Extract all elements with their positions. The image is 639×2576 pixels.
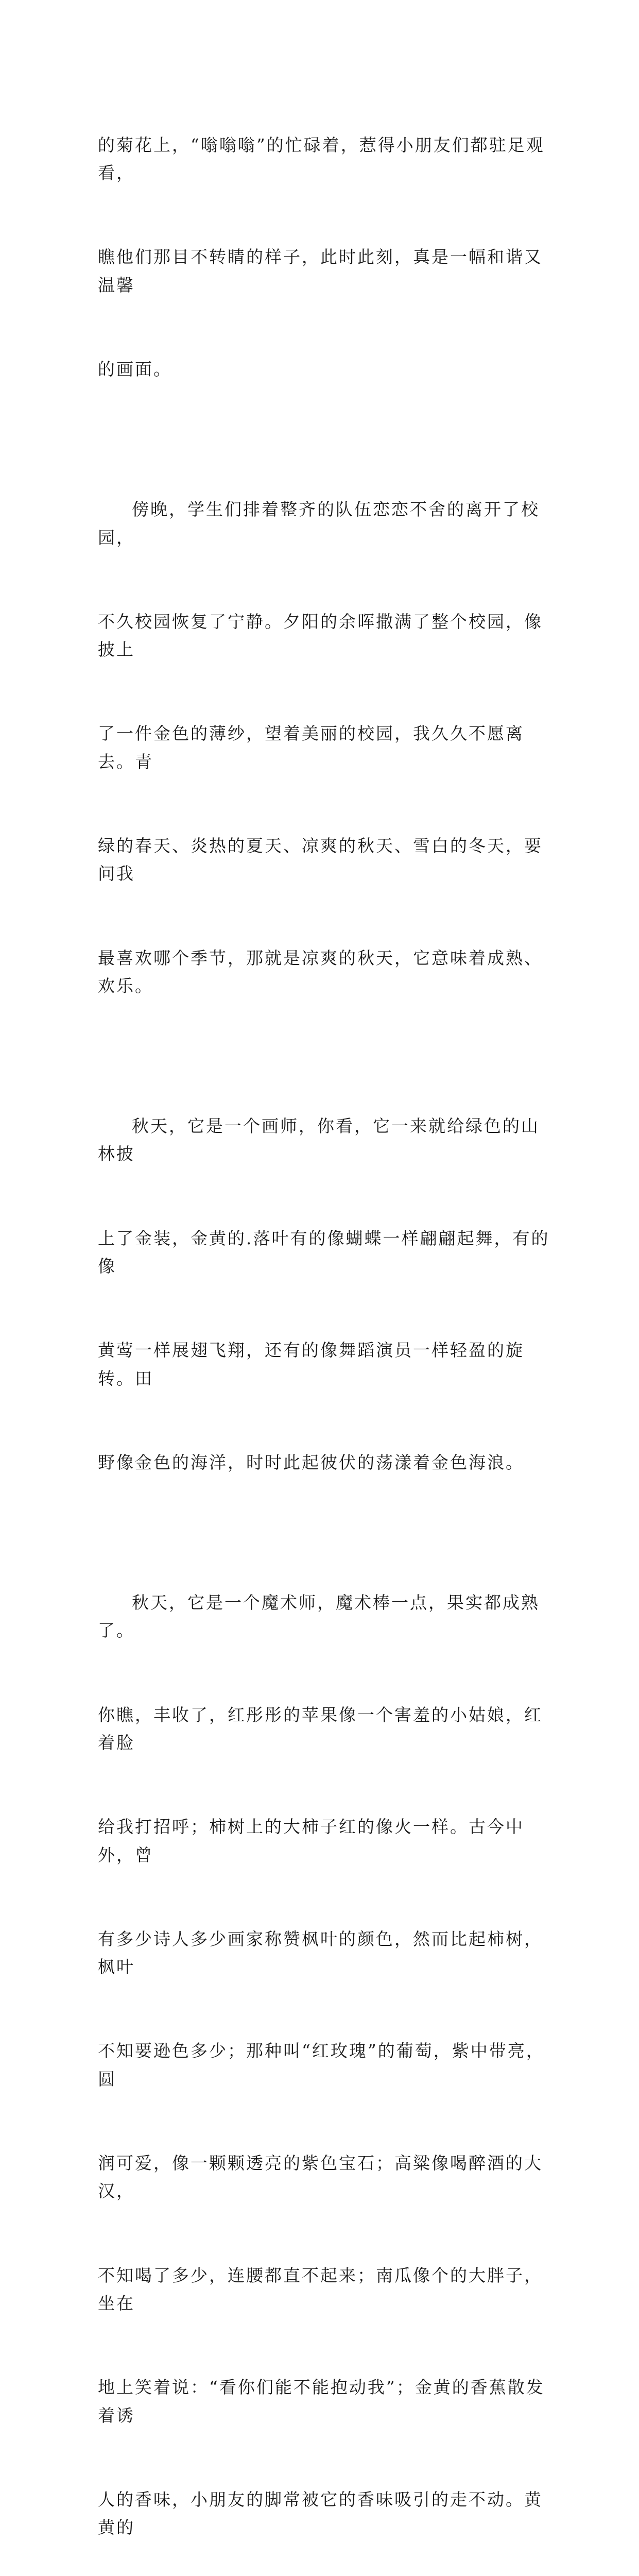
text-line: 最喜欢哪个季节，那就是凉爽的秋天，它意味着成熟、欢乐。 bbox=[98, 947, 543, 996]
text-line: 不久校园恢复了宁静。夕阳的余晖撒满了整个校园，像披上 bbox=[98, 611, 543, 660]
text-line: 不知要逊色多少；那种叫“红玫瑰”的葡萄，紫中带亮，圆 bbox=[98, 2041, 545, 2089]
text-line: 野像金色的海洋，时时此起彼伏的荡漾着金色海浪。 bbox=[98, 1452, 524, 1472]
text-line: 有多少诗人多少画家称赞枫叶的颜色，然而比起柿树，枫叶 bbox=[98, 1928, 543, 1977]
text-line: 你瞧，丰收了，红彤彤的苹果像一个害羞的小姑娘，红着脸 bbox=[98, 1704, 543, 1753]
text-line: 了一件金色的薄纱，望着美丽的校园，我久久不愿离去。青 bbox=[98, 723, 524, 772]
text-line: 人的香味，小朋友的脚常被它的香味吸引的走不动。黄黄的 bbox=[98, 2489, 543, 2538]
text-line: 的菊花上，“嗡嗡嗡”的忙碌着，惹得小朋友们都驻足观看， bbox=[98, 134, 545, 183]
text-line: 不知喝了多少，连腰都直不起来；南瓜像个的大胖子，坐在 bbox=[98, 2265, 543, 2314]
text-line: 的画面。 bbox=[98, 359, 172, 380]
paragraph-2 bbox=[98, 439, 551, 1056]
paragraph-1 bbox=[98, 75, 551, 439]
text-line: 上了金装，金黄的.落叶有的像蝴蝶一样翩翩起舞，有的像 bbox=[98, 1228, 550, 1277]
paragraph-4 bbox=[98, 1533, 551, 2576]
text-line: 润可爱，像一颗颗透亮的紫色宝石；高粱像喝醉酒的大汉， bbox=[98, 2153, 543, 2201]
paragraph-3 bbox=[98, 1056, 551, 1533]
text-line: 地上笑着说：“看你们能不能抱动我”；金黄的香蕉散发着诱 bbox=[98, 2377, 545, 2426]
text-line: 给我打招呼；柿树上的大柿子红的像火一样。古今中外，曾 bbox=[98, 1817, 524, 1865]
text-line: 绿的春天、炎热的夏天、凉爽的秋天、雪白的冬天，要问我 bbox=[98, 835, 543, 884]
text-line: 黄莺一样展翅飞翔，还有的像舞蹈演员一样轻盈的旋转。田 bbox=[98, 1340, 524, 1388]
document-body bbox=[98, 75, 551, 2576]
text-line: 秋天，它是一个魔术师，魔术棒一点，果实都成熟了。 bbox=[98, 1592, 540, 1641]
text-line: 瞧他们那目不转睛的样子，此时此刻，真是一幅和谐又温馨 bbox=[98, 247, 543, 295]
text-line: 傍晚，学生们排着整齐的队伍恋恋不舍的离开了校园， bbox=[98, 499, 540, 548]
text-line: 秋天，它是一个画师，你看，它一来就给绿色的山林披 bbox=[98, 1116, 540, 1164]
